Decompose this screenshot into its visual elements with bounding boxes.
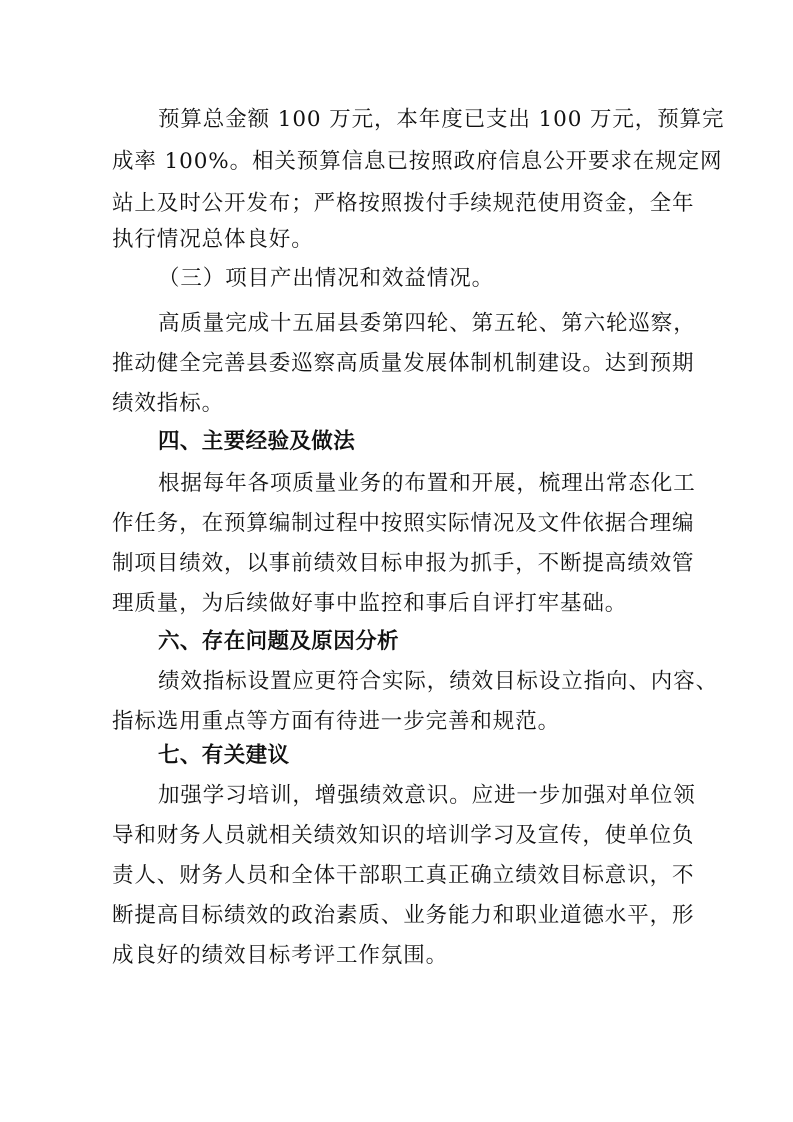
- paragraph-line: 作任务，在预算编制过程中按照实际情况及文件依据合理编: [112, 511, 695, 536]
- paragraph-line: 高质量完成十五届县委第四轮、第五轮、第六轮巡察，: [158, 311, 696, 336]
- paragraph-line: 断提高目标绩效的政治素质、业务能力和职业道德水平，形: [112, 903, 695, 928]
- paragraph-line: 推动健全完善县委巡察高质量发展体制机制建设。达到预期: [112, 351, 695, 376]
- paragraph-line: 执行情况总体良好。: [112, 227, 314, 252]
- paragraph-line: 站上及时公开发布；严格按照拨付手续规范使用资金，全年: [112, 191, 695, 216]
- paragraph-line: 理质量，为后续做好事中监控和事后自评打牢基础。: [112, 591, 628, 616]
- paragraph-line: 指标选用重点等方面有待进一步完善和规范。: [112, 709, 561, 734]
- paragraph-line: 成良好的绩效目标考评工作氛围。: [112, 943, 449, 968]
- section-heading: 七、有关建议: [158, 743, 290, 768]
- paragraph-line: 绩效指标设置应更符合实际，绩效目标设立指向、内容、: [158, 669, 719, 694]
- paragraph-line: 加强学习培训，增强绩效意识。应进一步加强对单位领: [158, 783, 696, 808]
- paragraph-line: 绩效指标。: [112, 391, 225, 416]
- paragraph-line: 制项目绩效，以事前绩效目标申报为抓手，不断提高绩效管: [112, 551, 695, 576]
- paragraph-line: 导和财务人员就相关绩效知识的培训学习及宣传，使单位负: [112, 823, 695, 848]
- paragraph-line: 根据每年各项质量业务的布置和开展，梳理出常态化工: [158, 471, 696, 496]
- section-subheading: （三）项目产出情况和效益情况。: [158, 266, 495, 291]
- section-heading: 六、存在问题及原因分析: [158, 629, 399, 654]
- paragraph-line: 预算总金额 100 万元，本年度已支出 100 万元，预算完: [158, 107, 725, 132]
- section-heading: 四、主要经验及做法: [158, 429, 356, 454]
- paragraph-line: 责人、财务人员和全体干部职工真正确立绩效目标意识，不: [112, 863, 695, 888]
- paragraph-line: 成率 100%。相关预算信息已按照政府信息公开要求在规定网: [112, 149, 723, 174]
